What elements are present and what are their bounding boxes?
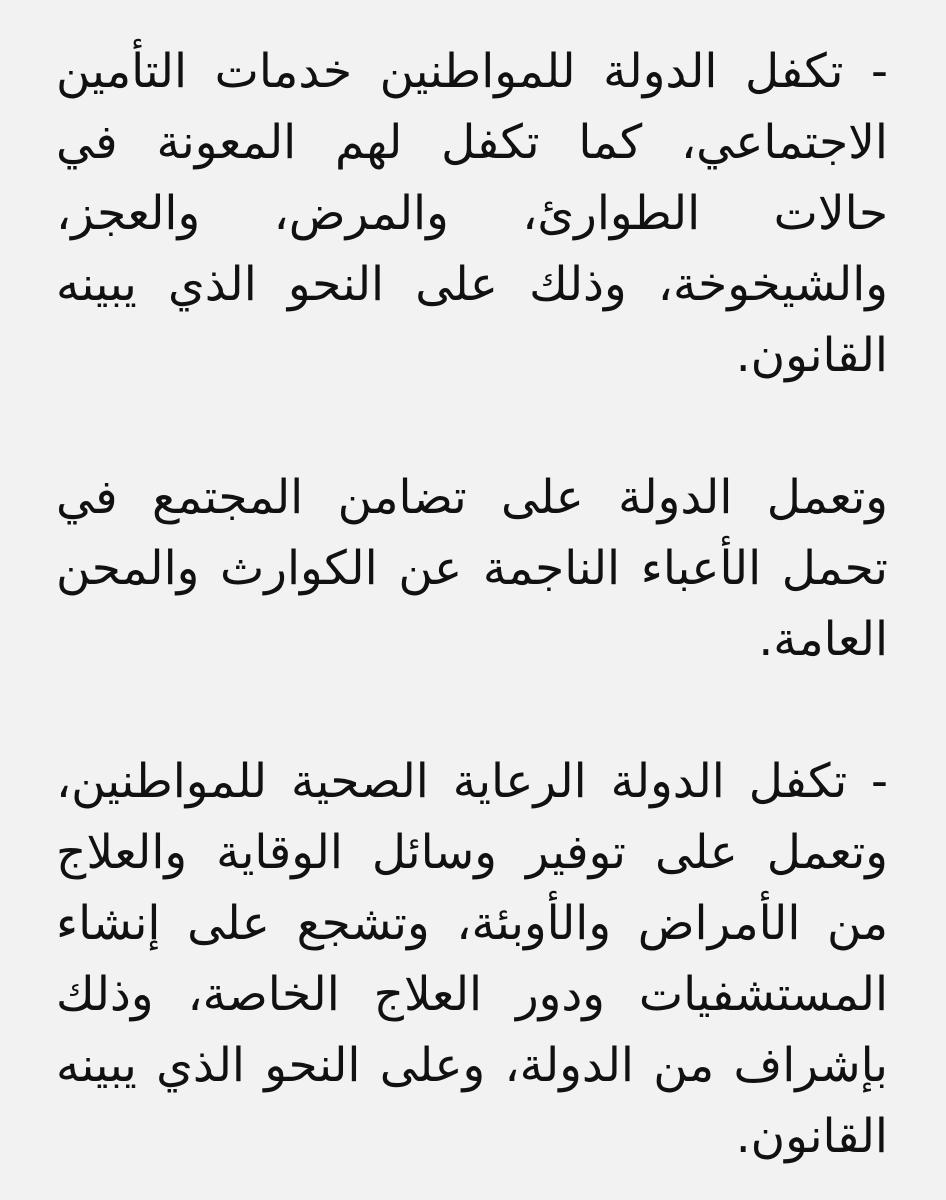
social-insurance-paragraph: - تكفل الدولة للمواطنين خدمات التأمين الاجتماعي، كما تكفل لهم المعونة في حالات الطوارئ، والمرض، والعجز، والشيخوخة، وذلك على النحو الذي يبينه القانون. (56, 44, 888, 383)
healthcare-paragraph: - تكفل الدولة الرعاية الصحية للمواطنين، وتعمل على توفير وسائل الوقاية والعلاج من الأمراض والأوبئة، وتشجع على إنشاء المستشفيات ودور العلاج الخاصة، وذلك بإشراف من الدولة، وعلى النحو الذي يبينه القانون. (56, 754, 888, 1164)
community-solidarity-paragraph: وتعمل الدولة على تضامن المجتمع في تحمل الأعباء الناجمة عن الكوارث والمحن العامة. (56, 470, 888, 667)
